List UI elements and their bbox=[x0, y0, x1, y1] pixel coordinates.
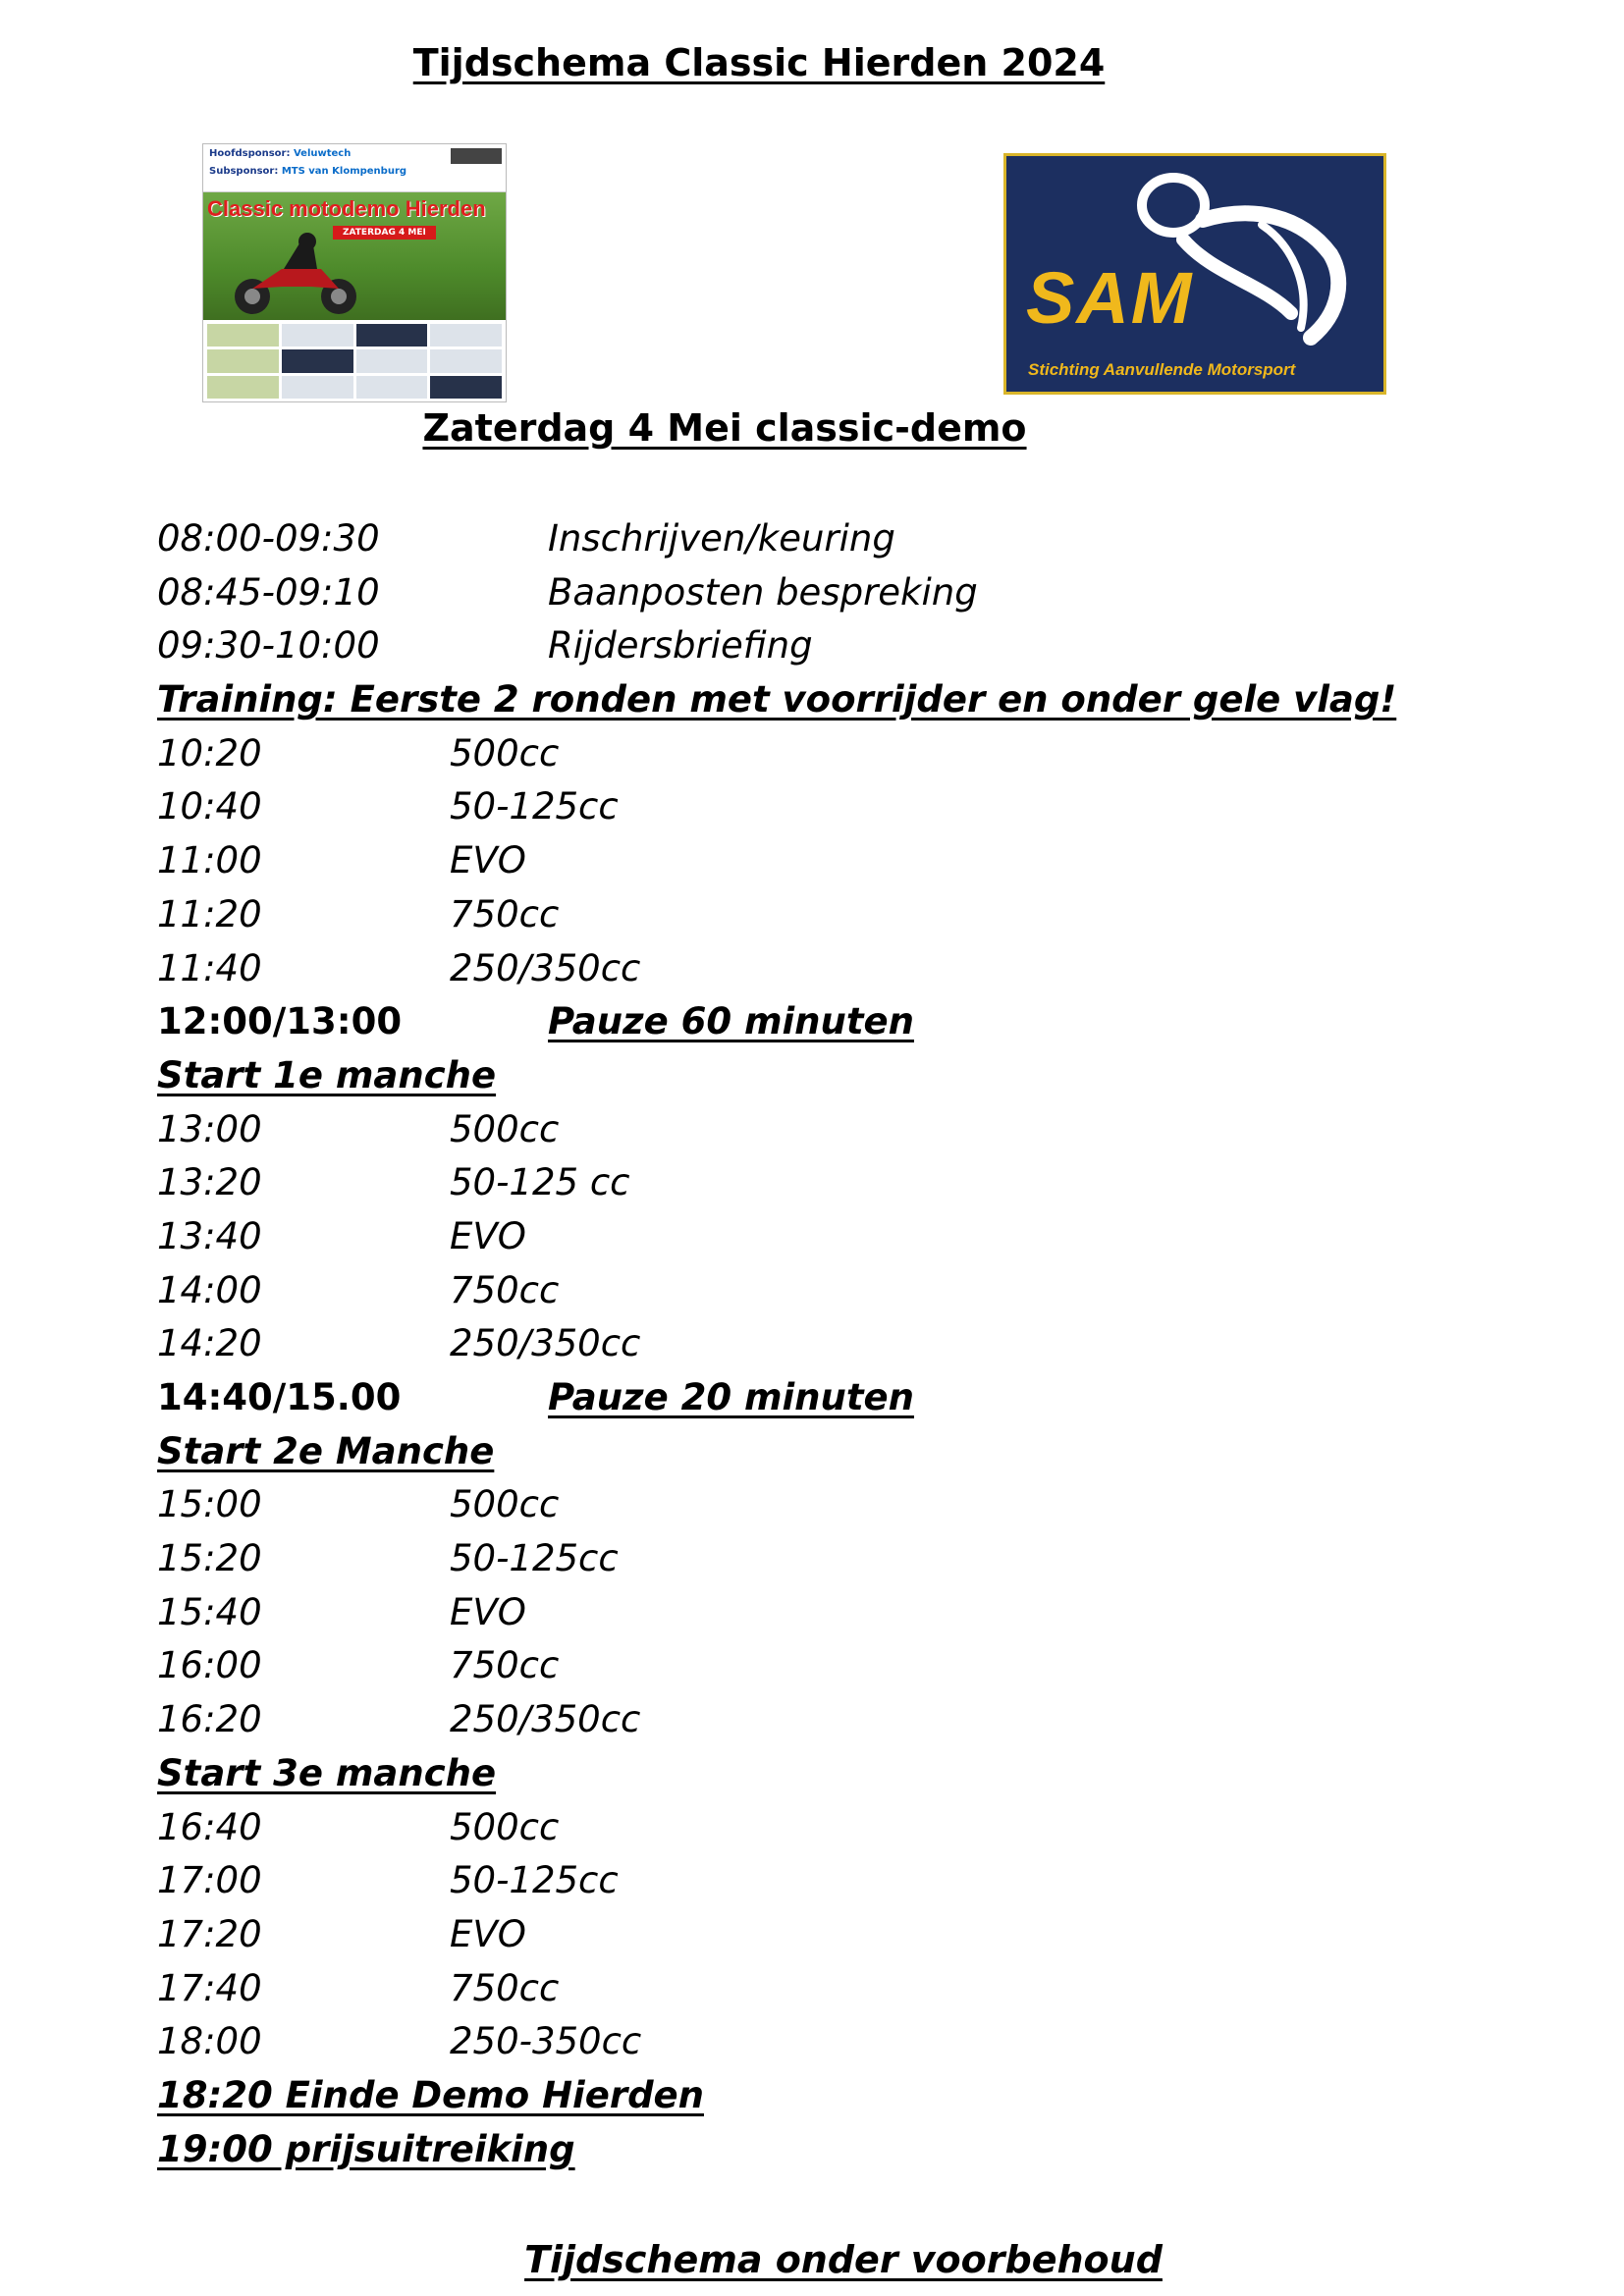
sam-logo bbox=[1003, 153, 1386, 395]
sponsor-logo bbox=[356, 376, 428, 399]
poster-sponsor-header bbox=[203, 144, 506, 192]
sponsor-logo bbox=[282, 324, 353, 347]
pause-time: 14:40/15.00 bbox=[157, 1376, 402, 1418]
closing-text-einde: 18:20 Einde Demo Hierden bbox=[157, 2073, 704, 2116]
page-title: Tijdschema Classic Hierden 2024 bbox=[412, 41, 1106, 84]
manche-1-heading bbox=[157, 1049, 1532, 1103]
schedule-row bbox=[157, 2015, 1532, 2069]
manche-1-heading-text: Start 1e manche bbox=[157, 1053, 497, 1096]
schedule-row bbox=[157, 1264, 1532, 1318]
sponsor-logo bbox=[207, 376, 279, 399]
schedule-row bbox=[157, 780, 1532, 834]
schedule-row bbox=[157, 1854, 1532, 1908]
schedule-row bbox=[157, 1156, 1532, 1210]
poster-sponsor-line-2 bbox=[209, 166, 406, 177]
sam-logo-letters: SAM bbox=[1026, 257, 1194, 339]
pause-label bbox=[548, 1371, 914, 1424]
schedule-row bbox=[157, 1532, 1532, 1586]
row-time: 14:00 bbox=[157, 1268, 262, 1311]
row-time: 11:00 bbox=[157, 839, 262, 882]
closing-text-prijsuitreiking: 19:00 prijsuitreiking bbox=[157, 2127, 575, 2170]
row-time: 09:30-10:00 bbox=[157, 624, 380, 667]
pause-label-text: Pauze 20 minuten bbox=[548, 1376, 914, 1418]
row-time: 17:40 bbox=[157, 1966, 262, 2009]
pause-row bbox=[157, 1371, 1532, 1425]
manche-3-heading bbox=[157, 1747, 1532, 1801]
row-label: 50-125cc bbox=[450, 1537, 619, 1580]
schedule-row bbox=[157, 834, 1532, 888]
row-time: 15:40 bbox=[157, 1590, 262, 1633]
row-time: 15:00 bbox=[157, 1483, 262, 1526]
sponsor-logo bbox=[430, 349, 502, 372]
schedule-row bbox=[157, 1908, 1532, 1962]
poster-sponsor-line-1-name: Veluwtech bbox=[293, 148, 352, 159]
schedule-row bbox=[157, 1210, 1532, 1264]
schedule-row bbox=[157, 1586, 1532, 1640]
row-label: 250/350cc bbox=[450, 946, 641, 989]
sponsor-logo bbox=[207, 349, 279, 372]
poster-date-banner: ZATERDAG 4 MEI bbox=[333, 226, 436, 240]
row-time: 14:20 bbox=[157, 1322, 262, 1365]
sponsor-logo bbox=[207, 324, 279, 347]
schedule-row bbox=[157, 566, 1532, 620]
row-label: Rijdersbriefing bbox=[548, 624, 813, 667]
row-label: 750cc bbox=[450, 1268, 560, 1311]
footer-disclaimer: Tijdschema onder voorbehoud bbox=[524, 2238, 1163, 2281]
row-time: 17:20 bbox=[157, 1912, 262, 1955]
schedule-row bbox=[157, 1693, 1532, 1747]
poster-sponsor-line-2-name: MTS van Klompenburg bbox=[281, 166, 407, 177]
poster-sponsor-line-1 bbox=[209, 148, 351, 159]
row-time: 11:40 bbox=[157, 946, 262, 989]
row-label: 50-125 cc bbox=[450, 1161, 630, 1204]
row-label: EVO bbox=[450, 839, 526, 882]
row-time: 08:45-09:10 bbox=[157, 570, 380, 614]
poster-sponsor-line-2-prefix: Subsponsor: bbox=[209, 166, 279, 177]
schedule-row bbox=[157, 1478, 1532, 1532]
row-label: 500cc bbox=[450, 1483, 560, 1526]
row-label: 250/350cc bbox=[450, 1698, 641, 1741]
poster-headline: Classic motodemo Hierden bbox=[207, 196, 486, 221]
row-time: 13:40 bbox=[157, 1214, 262, 1257]
row-time: 13:20 bbox=[157, 1161, 262, 1204]
row-label: EVO bbox=[450, 1912, 526, 1955]
row-label: 50-125cc bbox=[450, 785, 619, 828]
sponsor-logo bbox=[430, 376, 502, 399]
sponsor-logo bbox=[282, 376, 353, 399]
training-heading-text: Training: Eerste 2 ronden met voorrijder en onder gele vlag! bbox=[157, 678, 1397, 721]
schedule-row bbox=[157, 1639, 1532, 1693]
sponsor-logo bbox=[282, 349, 353, 372]
pause-label bbox=[548, 995, 914, 1048]
row-label: 250-350cc bbox=[450, 2020, 642, 2063]
row-label: 50-125cc bbox=[450, 1859, 619, 1902]
row-time: 11:20 bbox=[157, 892, 262, 935]
sponsor-logo bbox=[430, 324, 502, 347]
pause-time: 12:00/13:00 bbox=[157, 1000, 403, 1043]
row-label: 750cc bbox=[450, 892, 560, 935]
pause-row bbox=[157, 995, 1532, 1049]
row-label: Inschrijven/keuring bbox=[548, 517, 895, 560]
schedule-row bbox=[157, 1962, 1532, 2016]
row-time: 13:00 bbox=[157, 1107, 262, 1150]
poster-sponsor-line-1-prefix: Hoofdsponsor: bbox=[209, 148, 291, 159]
row-label: EVO bbox=[450, 1590, 526, 1633]
event-poster-image bbox=[202, 143, 507, 402]
schedule bbox=[157, 512, 1532, 2176]
motorcycle-icon bbox=[223, 230, 370, 318]
row-time: 16:40 bbox=[157, 1805, 262, 1848]
pause-label-text: Pauze 60 minuten bbox=[548, 1000, 914, 1043]
row-label: 250/350cc bbox=[450, 1322, 641, 1365]
closing-row-prijsuitreiking bbox=[157, 2123, 1532, 2177]
schedule-row bbox=[157, 727, 1532, 781]
row-label: Baanposten bespreking bbox=[548, 570, 978, 614]
manche-2-heading-text: Start 2e Manche bbox=[157, 1429, 495, 1472]
row-label: 750cc bbox=[450, 1644, 560, 1687]
row-label: EVO bbox=[450, 1214, 526, 1257]
row-time: 10:40 bbox=[157, 785, 262, 828]
schedule-row bbox=[157, 888, 1532, 942]
row-label: 750cc bbox=[450, 1966, 560, 2009]
sponsor-logo bbox=[356, 324, 428, 347]
schedule-row bbox=[157, 1801, 1532, 1855]
row-label: 500cc bbox=[450, 1805, 560, 1848]
poster-sponsor-grid bbox=[203, 320, 506, 402]
training-heading bbox=[157, 673, 1532, 727]
manche-3-heading-text: Start 3e manche bbox=[157, 1751, 497, 1794]
event-subtitle: Zaterdag 4 Mei classic-demo bbox=[422, 406, 1027, 450]
row-time: 16:20 bbox=[157, 1698, 262, 1741]
row-time: 18:00 bbox=[157, 2020, 262, 2063]
row-time: 10:20 bbox=[157, 731, 262, 774]
manche-2-heading bbox=[157, 1425, 1532, 1479]
row-time: 16:00 bbox=[157, 1644, 262, 1687]
poster-motorcycle-photo bbox=[203, 192, 506, 320]
sam-logo-tagline: Stichting Aanvullende Motorsport bbox=[1028, 360, 1296, 379]
schedule-row bbox=[157, 512, 1532, 566]
schedule-row bbox=[157, 1103, 1532, 1157]
schedule-row bbox=[157, 619, 1532, 673]
schedule-row bbox=[157, 942, 1532, 996]
row-label: 500cc bbox=[450, 731, 560, 774]
closing-row-einde bbox=[157, 2069, 1532, 2123]
row-time: 17:00 bbox=[157, 1859, 262, 1902]
poster-stamp-logo bbox=[451, 148, 502, 164]
row-label: 500cc bbox=[450, 1107, 560, 1150]
row-time: 08:00-09:30 bbox=[157, 517, 380, 560]
sponsor-logo bbox=[356, 349, 428, 372]
row-time: 15:20 bbox=[157, 1537, 262, 1580]
schedule-row bbox=[157, 1317, 1532, 1371]
